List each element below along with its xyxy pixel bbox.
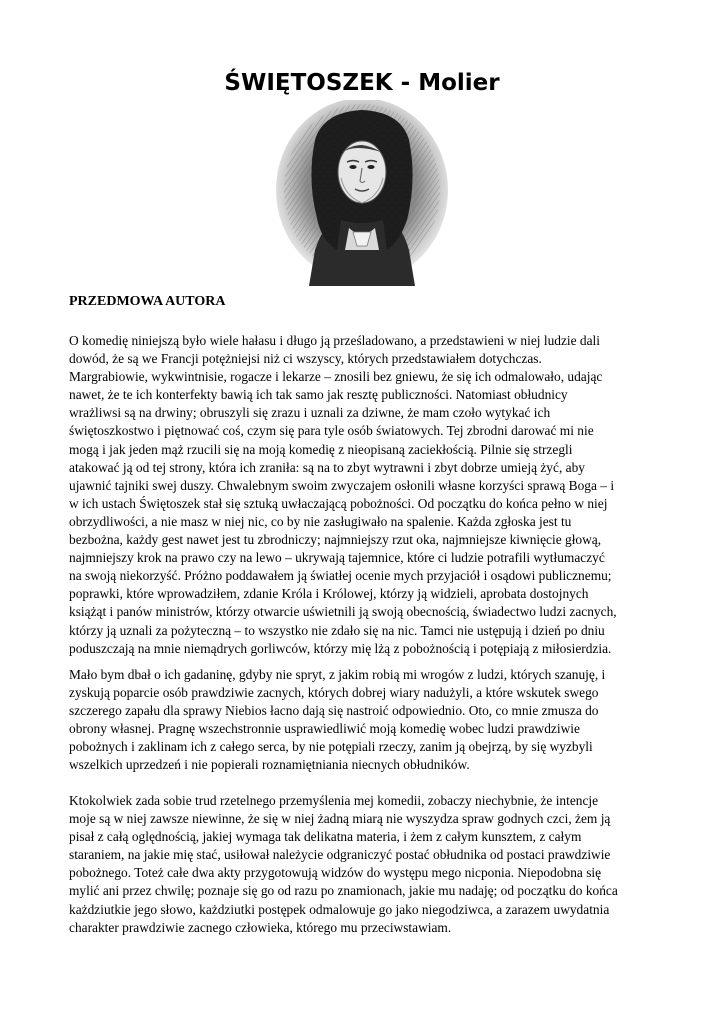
- text-line: najmniejszy krok na prawo czy na lewo – ukrywają tajemnice, które ci ludzie potrafili wytłumaczyć: [69, 550, 605, 566]
- text-line: na swoją niekorzyść. Próżno poddawałem ją światłej ocenie mych przyjaciół i osądowi publicznemu;: [69, 568, 612, 584]
- section-heading: PRZEDMOWA AUTORA: [69, 294, 226, 309]
- text-line: zyskują poparcie osób prawdziwie zacnych, których dobrej wiary nadużyli, a które wskutek swego: [69, 685, 599, 701]
- text-line: Mało bym dbał o ich gadaninę, gdyby nie spryt, z jakim robią mi wrogów z ludzi, których szanuję, i: [69, 667, 606, 682]
- text-line: szczerego zapału dla sprawy Niebios łacno dają się nastroić odpowiednio. Oto, co mnie zmusza do: [69, 703, 599, 719]
- text-line: poduszczają na mnie niemądrych gorliwców, którzy mię lżą z pobożnością i potępiają z miłosierdzia.: [69, 640, 612, 656]
- text-line: każdziutkie jego słowo, każdziutki postępek odmalowuje go jako niegodziwca, a zarazem uwydatnia: [69, 901, 610, 917]
- paragraph: [69, 792, 659, 937]
- text-line: bezbożna, każdy gest nawet jest tu zbrodniczy; najmniejszy rzut oka, najmniejsze kiwnięcie głową,: [69, 532, 602, 548]
- text-line: poprawki, które wprowadziłem, zdanie Króla i Królowej, którzy ją widzieli, aprobata dostojnych: [69, 586, 589, 602]
- text-line: Margrabiowie, wykwintnisie, rogacze i lekarze – znosili bez gniewu, że się ich odmalowało, udając: [69, 369, 603, 385]
- text-line: mogą i jak jeden mąż rzucili się na moją komedię z nieopisaną zaciekłością. Pilnie się strzegli: [69, 441, 573, 457]
- text-line: O komedię niniejszą było wiele hałasu i długo ją prześladowano, a przedstawieni w niej ludzie dali: [69, 333, 600, 348]
- author-portrait: [275, 100, 449, 286]
- text-line: obrony własnej. Pragnę wszechstronnie usprawiedliwić moją komedię wobec ludzi prawdziwie: [69, 721, 580, 737]
- text-line: w ich ustach Świętoszek stał się sztuką uwłaczającą pobożności. Od początku do końca pełno w niej: [69, 495, 608, 511]
- portrait-engraving-icon: [275, 100, 449, 286]
- text-line: atakować ją od tej strony, która ich zraniła: są na to zbyt wytrawni i zbyt dobrze umieją żyć, aby: [69, 459, 585, 475]
- text-line: dowód, że są we Francji potężniejsi niż ci wszyscy, których przedstawiałem dotychczas.: [69, 351, 542, 367]
- paragraph: [69, 332, 659, 658]
- text-line: moje są w niej zawsze niewinne, że się w niej żadną miarą nie wyszydza spraw godnych czci, żem ją: [69, 811, 611, 827]
- text-line: wszelkich uprzedzeń i nie popierali roznamiętniania niecnych obłudników.: [69, 757, 470, 773]
- text-line: pobożnych i zaklinam ich z całego serca, by nie potępiali rzeczy, zanim ją obejrzą, by się wyzbyli: [69, 739, 593, 755]
- text-line: staraniem, na jakie mię stać, usiłował należycie odgraniczyć postać obłudnika od postaci prawdziwie: [69, 847, 611, 863]
- text-line: nawet, że te ich konterfekty bawią ich tak samo jak resztę publiczności. Natomiast obłudnicy: [69, 387, 568, 403]
- text-line: pobożnego. Toteż całe dwa akty przygotowują widzów do występu mego nicponia. Niepodobna się: [69, 865, 602, 881]
- text-line: wrażliwsi są na drwiny; obruszyli się zrazu i uznali za dziwne, że mam czoło wytykać ich: [69, 405, 551, 421]
- text-line: książąt i panów ministrów, którzy otwarcie uświetnili ją swoją obecnością, świadectwo ludzi zacnych,: [69, 604, 617, 620]
- text-line: którzy ją uznali za pożyteczną – to wszystko nie zdało się na nic. Tamci nie ustępują i dzień po dniu: [69, 622, 605, 638]
- text-line: charakter prawdziwie zacnego człowieka, którego mu przeciwstawiam.: [69, 919, 452, 935]
- text-line: ujawnić tajniki swej duszy. Chwalebnym swoim zwyczajem osłonili własne korzyści sprawą Boga – i: [69, 477, 615, 493]
- text-line: mylić ani przez chwilę; poznaje się go od razu po znamionach, jakie mu nadaję; od początku do końca: [69, 883, 618, 899]
- text-line: świętoszkostwo i piętnować coś, czym się para tyle osób światowych. Tej zbrodni darować mi nie: [69, 423, 594, 439]
- text-line: pisał z całą oględnością, jakiej wymaga tak delikatna materia, i żem z całym kunsztem, z całym: [69, 829, 582, 845]
- text-line: Ktokolwiek zada sobie trud rzetelnego przemyślenia mej komedii, zobaczy niechybnie, że intencje: [69, 793, 599, 808]
- text-line: obrzydliwości, a nie masz w niej nic, co by nie zasługiwało na spalenie. Każda zgłoska jest tu: [69, 513, 572, 529]
- page-title: ŚWIĘTOSZEK - Molier: [224, 70, 500, 96]
- paragraph: [69, 666, 659, 775]
